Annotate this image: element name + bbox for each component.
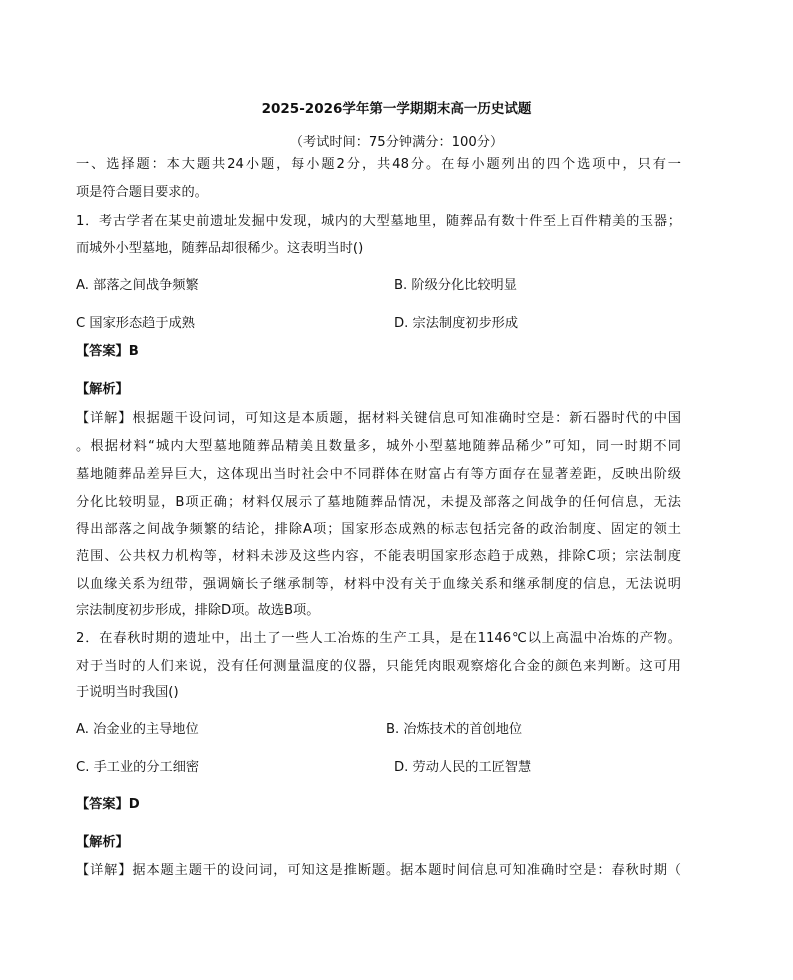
q1-option-c: C 国家形态趋于成熟: [76, 316, 195, 331]
q1-option-b: B. 阶级分化比较明显: [394, 278, 517, 293]
q2-stem-line3: 于说明当时我国(): [76, 685, 179, 700]
q2-answer-label: 【答案】: [76, 797, 129, 812]
q1-detail-line8: 宗法制度初步形成，排除D项。故选B项。: [76, 603, 320, 618]
q2-analysis-label: 【解析】: [76, 835, 129, 850]
q2-stem-line1: 2．在春秋时期的遗址中，出土了一些人工冶炼的生产工具，是在1146℃以上高温中冶炼的产物。: [76, 631, 681, 646]
q1-detail-line6: 范围、公共权力机构等，材料未涉及这些内容，不能表明国家形态趋于成熟，排除C项；宗法制度: [76, 549, 681, 564]
q2-option-c: C. 手工业的分工细密: [76, 760, 200, 775]
q1-answer: [76, 343, 139, 361]
q2-answer-value: D: [128, 797, 140, 812]
q1-detail-line2: 。根据材料“城内大型墓地随葬品精美且数量多，城外小型墓地随葬品稀少”可知，同一时期不同: [76, 439, 681, 454]
page-title: 2025-2026学年第一学期期末高一历史试题: [261, 101, 532, 117]
q2-option-a: A. 冶金业的主导地位: [76, 722, 199, 737]
q1-answer-label: 【答案】: [76, 344, 129, 359]
q1-detail-line1: 【详解】根据题干设问词，可知这是本质题，据材料关键信息可知准确时空是：新石器时代的中国: [76, 411, 681, 426]
q2-option-b: B. 冶炼技术的首创地位: [386, 722, 523, 737]
q2-detail-line1: 【详解】据本题主题干的设问词，可知这是推断题。据本题时间信息可知准确时空是：春秋时期（: [76, 863, 681, 878]
section-instructions-line2: 项是符合题目要求的。: [76, 185, 208, 200]
q1-detail-line7: 以血缘关系为纽带，强调嫡长子继承制等，材料中没有关于血缘关系和继承制度的信息，无法说明: [76, 577, 681, 592]
q1-answer-value: B: [128, 344, 139, 359]
q1-stem-line2: 而城外小型墓地，随葬品却很稀少。这表明当时(): [76, 241, 364, 256]
exam-info: （考试时间：75分钟满分：100分）: [289, 135, 504, 150]
q2-stem-line2: 对于当时的人们来说，没有任何测量温度的仪器，只能凭肉眼观察熔化合金的颜色来判断。这可用: [76, 659, 681, 674]
q1-option-d: D. 宗法制度初步形成: [394, 316, 519, 331]
q2-answer: [76, 796, 140, 814]
section-instructions-line1: 一、选择题：本大题共24小题，每小题2分，共48分。在每小题列出的四个选项中，只有一: [76, 157, 681, 172]
q1-detail-line4: 分化比较明显，B项正确；材料仅展示了墓地随葬品情况，未提及部落之间战争的任何信息，无法: [76, 495, 681, 510]
q2-option-d: D. 劳动人民的工匠智慧: [394, 760, 532, 775]
q1-detail-line5: 得出部落之间战争频繁的结论，排除A项；国家形态成熟的标志包括完备的政治制度、固定的领土: [76, 522, 681, 537]
q1-detail-line3: 墓地随葬品差异巨大，这体现出当时社会中不同群体在财富占有等方面存在显著差距，反映出阶级: [76, 467, 681, 482]
q1-analysis-label: 【解析】: [76, 382, 129, 397]
q1-stem-line1: 1．考古学者在某史前遗址发掘中发现，城内的大型墓地里，随葬品有数十件至上百件精美的玉器；: [76, 214, 681, 229]
q1-option-a: A. 部落之间战争频繁: [76, 278, 199, 293]
